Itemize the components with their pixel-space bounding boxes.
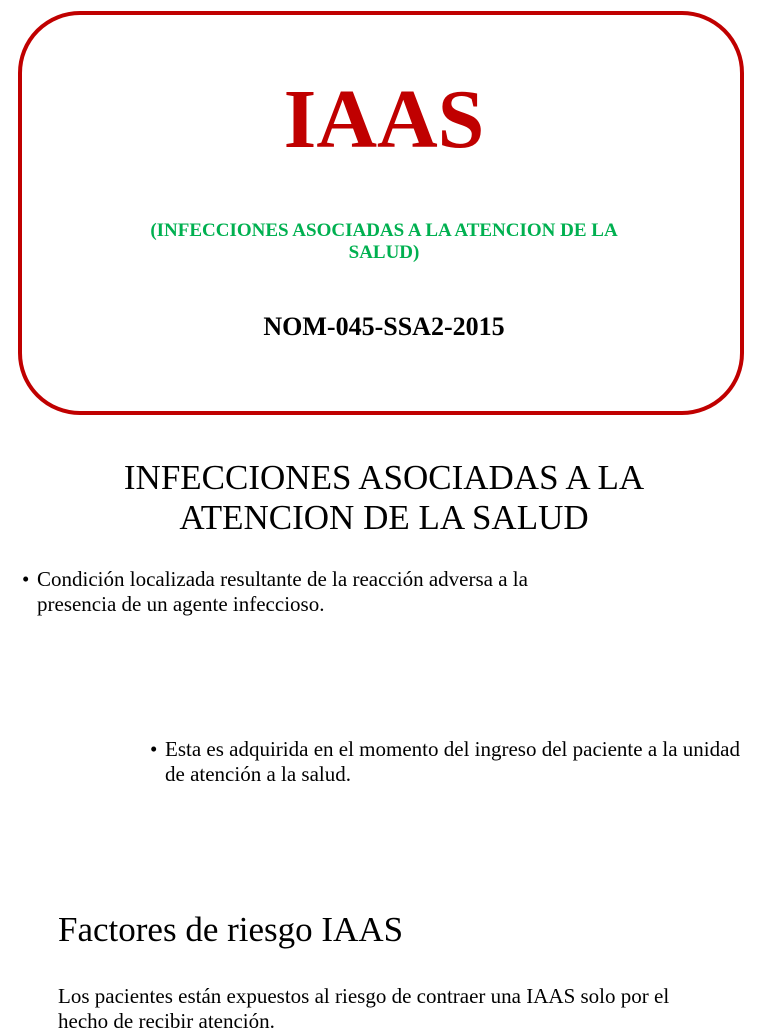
title-slide-frame bbox=[18, 11, 744, 415]
definition-heading: INFECCIONES ASOCIADAS A LA ATENCION DE LA SALUD bbox=[123, 458, 645, 537]
risk-factors-heading: Factores de riesgo IAAS bbox=[58, 910, 404, 949]
risk-factors-text: Los pacientes están expuestos al riesgo de contraer una IAAS solo por el hecho de recibir atención. bbox=[58, 984, 670, 1033]
slide-subtitle: (INFECCIONES ASOCIADAS A LA ATENCION DE LA SALUD) bbox=[150, 220, 618, 263]
definition-bullet: • Condición localizada resultante de la reacción adversa a la presencia de un agente infeccioso. bbox=[22, 567, 597, 617]
norm-reference: NOM-045-SSA2-2015 bbox=[263, 312, 505, 341]
acquisition-bullet: • Esta es adquirida en el momento del ingreso del paciente a la unidad de atención a la salud. bbox=[150, 737, 740, 787]
slide-title: IAAS bbox=[283, 73, 485, 166]
